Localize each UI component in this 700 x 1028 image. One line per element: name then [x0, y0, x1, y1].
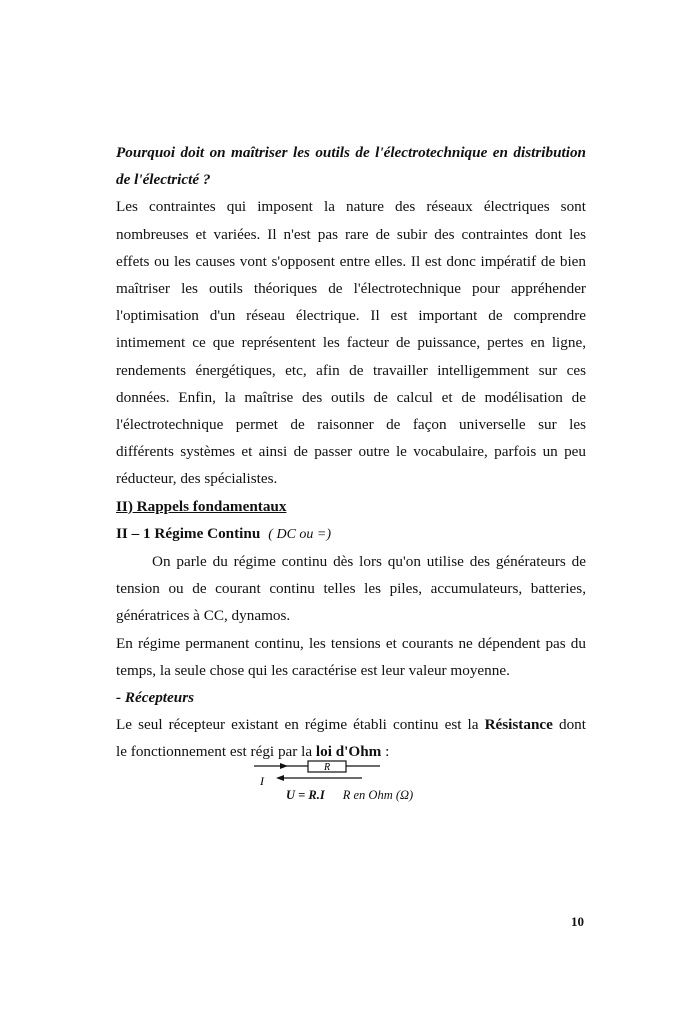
question-title-line-2: de l'électricté ? — [116, 171, 211, 189]
subsection-label: II – 1 Régime Continu — [116, 524, 261, 542]
section-heading: II) Rappels fondamentaux — [116, 497, 287, 515]
intro-line: intimement ce que représentent les facteur de puissance, pertes en ligne, — [116, 334, 586, 352]
intro-line: réducteur, des spécialistes. — [116, 470, 278, 488]
intro-line: l'optimisation d'un réseau électrique. Il est important de comprendre — [116, 307, 586, 325]
receivers-heading: - Récepteurs — [116, 689, 195, 707]
intro-line: rendements énergétiques, etc, afin de travailler intelligemment sur ces — [116, 361, 586, 379]
permanent-line: temps, la seule chose qui les caractérise est leur valeur moyenne. — [116, 661, 510, 679]
intro-line: données. Enfin, la maîtrise des outils de calcul et de modélisation de — [116, 388, 586, 406]
subsection-heading — [116, 520, 586, 548]
voltage-arrow-head — [276, 775, 284, 781]
intro-line: différents systèmes et ainsi de passer outre le vocabulaire, parfois un peu — [116, 443, 586, 461]
dc-line: tension ou de courant continu telles les piles, accumulateurs, batteries, — [116, 580, 586, 598]
intro-line: maîtriser les outils théoriques de l'électrotechnique pour appréhender — [116, 280, 586, 298]
permanent-paragraph — [116, 630, 586, 684]
intro-line: l'électrotechnique permet de raisonner de façon universelle sur les — [116, 416, 586, 434]
receivers-text: : — [381, 743, 390, 761]
dc-paragraph — [116, 548, 586, 630]
current-label: I — [260, 774, 264, 788]
current-arrow-head — [280, 763, 288, 769]
receivers-line-1 — [116, 711, 586, 738]
receivers-text: dont — [558, 716, 586, 734]
intro-line: effets ou les causes vont s'opposent entre elles. Il est donc impératif de bien — [116, 252, 586, 270]
intro-paragraph — [116, 193, 586, 492]
receivers-text: Le seul récepteur existant en régime établi continu est la — [116, 716, 479, 734]
ohm-law-term: loi d'Ohm — [315, 743, 382, 761]
formula-text: U = R.I — [286, 788, 325, 802]
question-title-line-1: Pourquoi doit on maîtriser les outils de l'électrotechnique en distribution — [116, 144, 586, 161]
dc-line: On parle du régime continu dès lors qu'on utilise des générateurs de — [152, 553, 586, 571]
resistance-term: Résistance — [484, 716, 553, 734]
receivers-text: le fonctionnement est régi par la — [116, 743, 313, 761]
page-number: 10 — [571, 914, 584, 929]
resistor-label: R — [323, 762, 331, 773]
intro-line: nombreuses et variées. Il n'est pas rare de subir des contraintes dont les — [116, 225, 586, 243]
dc-line: génératrices à CC, dynamos. — [116, 607, 291, 625]
intro-line: Les contraintes qui imposent la nature des réseaux électriques sont — [116, 198, 586, 216]
document-body — [116, 139, 586, 766]
subsection-annotation: ( DC ou =) — [268, 526, 332, 542]
permanent-line: En régime permanent continu, les tensions et courants ne dépendent pas du — [116, 634, 586, 652]
unit-note: R en Ohm (Ω) — [342, 788, 414, 802]
ohm-formula — [286, 788, 413, 803]
